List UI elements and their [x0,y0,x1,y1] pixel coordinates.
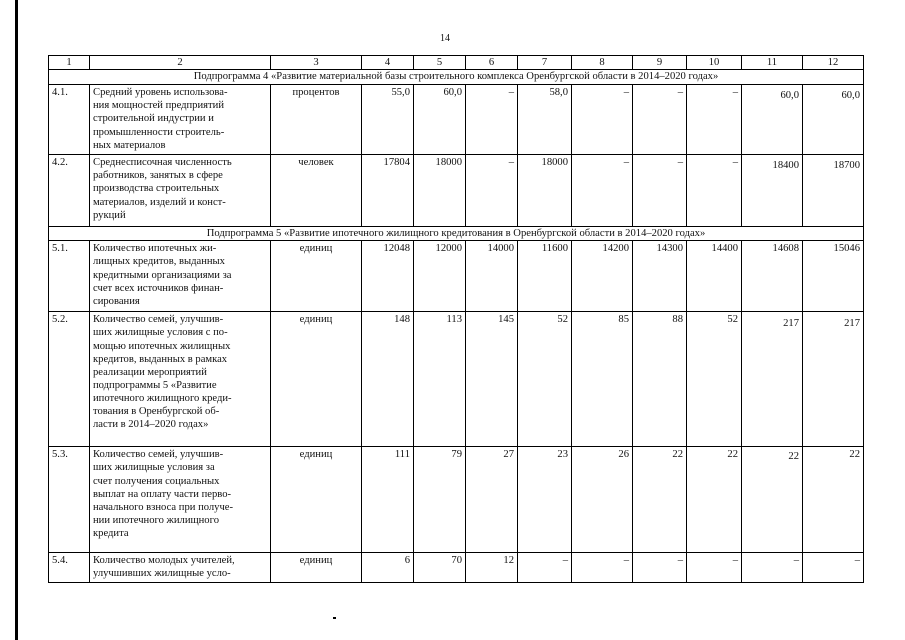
col-header: 12 [803,56,864,70]
table-row [49,553,864,582]
value-cell: 88 [633,312,687,447]
indicator-name-line: Количество семей, улучшив- [93,449,224,461]
indicator-name-line: строительной индустрии и [93,113,214,125]
value-cell: – [572,85,633,155]
value-cell: 60,0 [803,85,864,155]
column-number-row [49,56,864,70]
indicator-name-line: Количество семей, улучшив- [93,314,224,326]
value-cell: 14200 [572,241,633,312]
table-row [49,447,864,553]
value-cell: 52 [687,312,742,447]
indicator-name-line: промышленности строитель- [93,126,225,138]
value-cell: 12000 [414,241,466,312]
indicator-name-line: улучшивших жилищные усло- [93,568,231,580]
value-cell: 23 [518,447,572,553]
scan-speck [333,617,336,619]
col-header: 1 [49,56,90,70]
indicator-name-line: мощью ипотечных жилищных [93,340,231,352]
value-cell: 22 [803,447,864,553]
indicator-name [90,312,271,447]
value-cell: 11600 [518,241,572,312]
value-cell: 70 [414,553,466,582]
value-cell: – [803,553,864,582]
row-number: 5.4. [49,553,90,582]
value-cell: 55,0 [362,85,414,155]
indicator-name-line: счет получения социальных [93,475,220,487]
value-cell: 217 [803,312,864,447]
indicator-name-line: лищных кредитов, выданных [93,256,225,268]
indicator-name-line: выплат на оплату части перво- [93,488,232,500]
value-cell: 217 [742,312,803,447]
table-row [49,155,864,227]
value-cell: 26 [572,447,633,553]
value-cell: – [687,155,742,227]
value-cell: – [633,553,687,582]
indicator-name-line: ных материалов [93,139,166,151]
value-cell: – [466,85,518,155]
unit-of-measure: единиц [271,312,362,447]
indicators-table [48,55,864,583]
unit-of-measure: единиц [271,447,362,553]
value-cell: – [633,85,687,155]
row-number: 5.3. [49,447,90,553]
value-cell: 18000 [518,155,572,227]
value-cell: 18000 [414,155,466,227]
indicator-name-line: реализации мероприятий [93,366,207,378]
value-cell: 22 [633,447,687,553]
col-header: 3 [271,56,362,70]
indicator-name-line: Среднесписочная численность [93,157,232,169]
table-row [49,85,864,155]
indicator-name [90,155,271,227]
subprogram-5-heading-row [49,227,864,241]
value-cell: – [518,553,572,582]
col-header: 4 [362,56,414,70]
unit-of-measure: человек [271,155,362,227]
value-cell: – [572,155,633,227]
subprogram-4-heading-row [49,70,864,85]
value-cell: 145 [466,312,518,447]
value-cell: – [687,85,742,155]
value-cell: 12 [466,553,518,582]
value-cell: 12048 [362,241,414,312]
col-header: 6 [466,56,518,70]
indicator-name-line: Количество ипотечных жи- [93,243,217,255]
indicator-name-line: ипотечного жилищного креди- [93,393,232,404]
indicator-name-line: ния мощностей предприятий [93,100,224,112]
page-number: 14 [440,33,450,44]
indicator-name-line: подпрограммы 5 «Развитие [93,379,217,391]
table-row [49,312,864,447]
indicator-name-line: работников, занятых в сфере [93,170,223,182]
value-cell: 60,0 [414,85,466,155]
indicator-name [90,553,271,582]
indicator-name-line: производства строительных [93,183,220,195]
value-cell: – [633,155,687,227]
value-cell: 22 [742,447,803,553]
indicator-name-line: Количество молодых учителей, [93,555,235,567]
col-header: 2 [90,56,271,70]
indicator-name-line: рукций [93,209,126,221]
value-cell: 15046 [803,241,864,312]
value-cell: 85 [572,312,633,447]
value-cell: 22 [687,447,742,553]
scan-edge-bar [15,0,18,640]
indicator-name-line: тования в Оренбургской об- [93,406,220,418]
value-cell: 27 [466,447,518,553]
row-number: 4.1. [49,85,90,155]
value-cell: – [742,553,803,582]
col-header: 11 [742,56,803,70]
value-cell: 113 [414,312,466,447]
value-cell: 14000 [466,241,518,312]
table-row [49,241,864,312]
row-number: 4.2. [49,155,90,227]
col-header: 7 [518,56,572,70]
value-cell: 14300 [633,241,687,312]
indicator-name [90,447,271,553]
value-cell: – [466,155,518,227]
row-number: 5.1. [49,241,90,312]
subprogram-5-rows [49,241,864,582]
indicator-name [90,85,271,155]
indicator-name-line: Средний уровень использова- [93,87,228,99]
indicator-name-line: кредитов, выданных в рамках [93,353,228,365]
indicator-name-line: ласти в 2014–2020 годах» [93,419,209,431]
col-header: 8 [572,56,633,70]
row-number: 5.2. [49,312,90,447]
indicator-name-line: материалов, изделий и конст- [93,196,226,208]
value-cell: 58,0 [518,85,572,155]
indicator-name-line: сирования [93,295,140,307]
value-cell: 18700 [803,155,864,227]
value-cell: 17804 [362,155,414,227]
subprogram-4-title: Подпрограмма 4 «Развитие материальной базы строительного комплекса Оренбургской области в 2014–2020 годах» [49,70,864,85]
value-cell: – [687,553,742,582]
value-cell: 148 [362,312,414,447]
value-cell: 52 [518,312,572,447]
value-cell: 60,0 [742,85,803,155]
indicator-name-line: ших жилищные условия с по- [93,327,228,339]
indicator-name-line: счет всех источников финан- [93,282,224,294]
value-cell: – [572,553,633,582]
col-header: 9 [633,56,687,70]
unit-of-measure: единиц [271,241,362,312]
indicator-name-line: начального взноса при получе- [93,501,234,513]
value-cell: 14400 [687,241,742,312]
col-header: 5 [414,56,466,70]
value-cell: 18400 [742,155,803,227]
subprogram-4-rows [49,85,864,227]
value-cell: 14608 [742,241,803,312]
col-header: 10 [687,56,742,70]
indicator-name-line: нии ипотечного жилищного [93,514,219,526]
subprogram-5-title: Подпрограмма 5 «Развитие ипотечного жилищного кредитования в Оренбургской области в 2014–2020 годах» [49,227,864,241]
value-cell: 111 [362,447,414,553]
indicator-name-line: кредита [93,528,129,539]
value-cell: 79 [414,447,466,553]
value-cell: 6 [362,553,414,582]
unit-of-measure: процентов [271,85,362,155]
indicator-name [90,241,271,312]
indicator-name-line: кредитными организациями за [93,269,232,281]
unit-of-measure: единиц [271,553,362,582]
indicator-name-line: ших жилищные условия за [93,462,215,474]
